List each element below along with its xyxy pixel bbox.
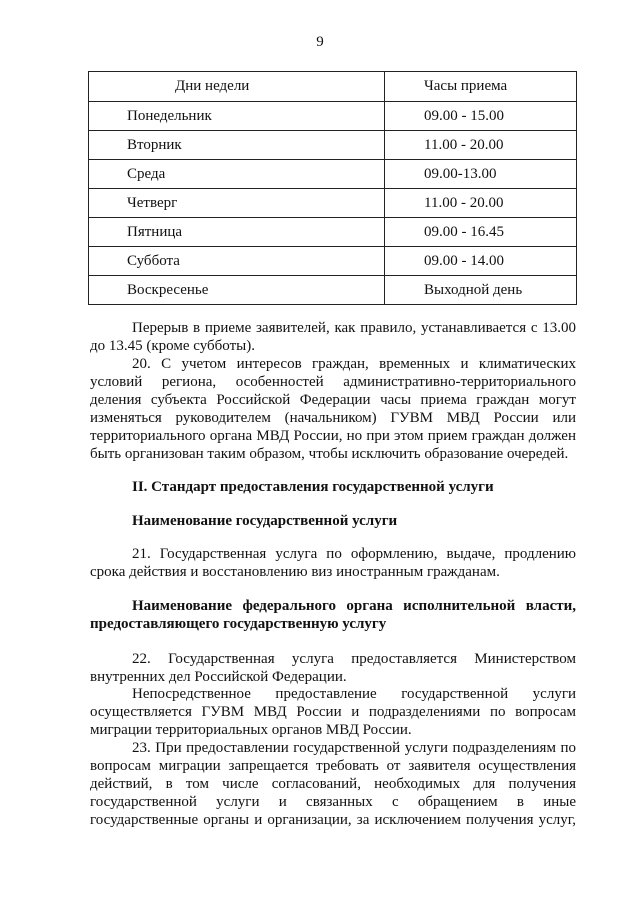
section-heading-block xyxy=(90,478,576,496)
paragraph-20-block xyxy=(90,355,576,463)
day-cell: Среда xyxy=(89,160,385,189)
day-cell: Суббота xyxy=(89,247,385,276)
table-row xyxy=(89,218,577,247)
hours-cell: 11.00 - 20.00 xyxy=(385,189,577,218)
authority-heading-block xyxy=(90,597,576,633)
paragraph-22-direct: Непосредственное предоставление государственной услуги осуществляется ГУВМ МВД России и подразделениями по вопросам миграции территориальных органов МВД России. xyxy=(90,686,576,738)
paragraph-22-direct-block xyxy=(90,685,576,739)
break-paragraph: Перерыв в приеме заявителей, как правило, устанавливается с 13.00 до 13.45 (кроме субботы). xyxy=(90,320,576,354)
table-header-row xyxy=(89,72,577,102)
day-cell: Пятница xyxy=(89,218,385,247)
paragraph-20: 20. С учетом интересов граждан, временных и климатических условий региона, особенностей административно-территориального деления субъекта Российской Федерации часы приема граждан могут изменяться руководителем (начальником) ГУВМ МВД России или территориального органа МВД России, но при этом прием граждан должен быть организован таким образом, чтобы исключить образование очередей. xyxy=(90,356,576,462)
day-cell: Вторник xyxy=(89,131,385,160)
page-number: 9 xyxy=(316,34,324,50)
hours-cell: 09.00 - 16.45 xyxy=(385,218,577,247)
section-2-heading: II. Стандарт предоставления государственной услуги xyxy=(132,479,494,495)
hours-cell: 11.00 - 20.00 xyxy=(385,131,577,160)
hours-cell: 09.00-13.00 xyxy=(385,160,577,189)
table-row xyxy=(89,247,577,276)
paragraph-23: 23. При предоставлении государственной услуги подразделениям по вопросам миграции запрещается требовать от заявителя осуществления действий, в том числе согласований, необходимых для получения государственной услуги и связанных с обращением в иные государственные органы и организации, за исключением получения услуг, xyxy=(90,740,576,828)
hours-cell: Выходной день xyxy=(385,276,577,305)
day-cell: Понедельник xyxy=(89,102,385,131)
service-name-heading-block xyxy=(90,512,576,530)
table-row xyxy=(89,131,577,160)
table-row xyxy=(89,102,577,131)
day-cell: Воскресенье xyxy=(89,276,385,305)
column-header-days: Дни недели xyxy=(89,72,385,102)
paragraph-22-block xyxy=(90,650,576,686)
day-cell: Четверг xyxy=(89,189,385,218)
schedule-table xyxy=(88,71,577,305)
service-name-heading: Наименование государственной услуги xyxy=(132,513,398,529)
paragraph-21: 21. Государственная услуга по оформлению, выдаче, продлению срока действия и восстановлению виз иностранным гражданам. xyxy=(90,546,576,580)
hours-cell: 09.00 - 14.00 xyxy=(385,247,577,276)
paragraph-21-block xyxy=(90,545,576,581)
break-paragraph-block xyxy=(90,319,576,355)
table-row xyxy=(89,276,577,305)
paragraph-23-block xyxy=(90,739,576,829)
hours-cell: 09.00 - 15.00 xyxy=(385,102,577,131)
column-header-hours: Часы приема xyxy=(385,72,577,102)
paragraph-22: 22. Государственная услуга предоставляется Министерством внутренних дел Российской Федерации. xyxy=(90,651,576,685)
table-row xyxy=(89,189,577,218)
table-row xyxy=(89,160,577,189)
authority-heading: Наименование федерального органа исполнительной власти, предоставляющего государственную услугу xyxy=(90,598,576,632)
